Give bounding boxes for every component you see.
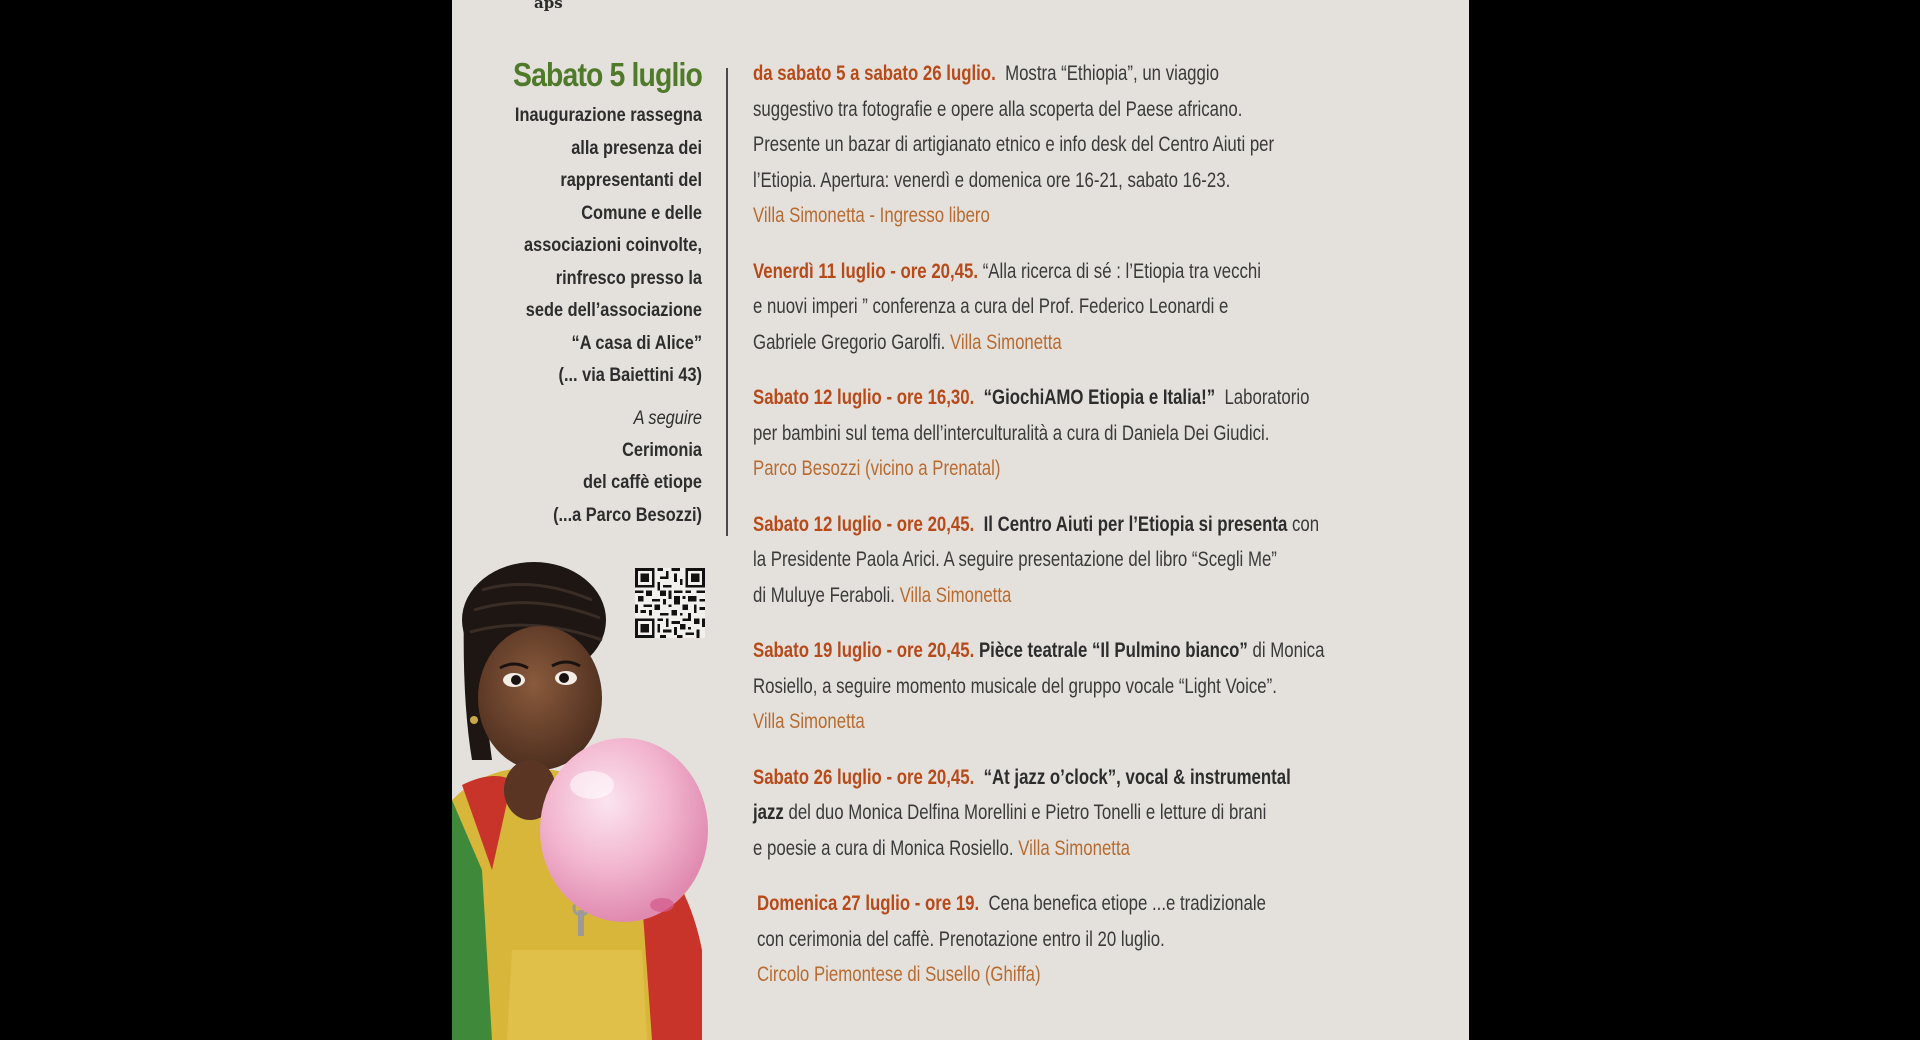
opening-line: “A casa di Alice” xyxy=(571,332,702,354)
event-title: jazz xyxy=(753,801,784,824)
event-text: Rosiello, a seguire momento musicale del gruppo vocale “Light Voice”. xyxy=(753,674,1277,698)
opening-description xyxy=(472,100,702,532)
opening-column xyxy=(472,56,702,532)
poster-header xyxy=(452,0,1469,22)
event-title: “GiochiAMO Etiopia e Italia!” xyxy=(983,386,1216,409)
opening-line: Comune e delle xyxy=(581,202,702,224)
opening-line: rinfresco presso la xyxy=(555,267,702,289)
event-text: per bambini sul tema dell’interculturalità a cura di Daniela Dei Giudici. xyxy=(753,421,1270,445)
event-text: e poesie a cura di Monica Rosiello. xyxy=(753,836,1014,860)
event-text: di Muluye Feraboli. xyxy=(753,583,895,607)
event-item xyxy=(753,254,1453,361)
a-seguire-label: A seguire xyxy=(633,407,702,429)
opening-line: rappresentanti del xyxy=(560,170,702,191)
logo-aps: aps xyxy=(534,0,563,12)
event-text: la Presidente Paola Arici. A seguire presentazione del libro “Scegli Me” xyxy=(753,548,1277,571)
event-date: Venerdì 11 luglio - ore 20,45. xyxy=(753,259,979,283)
ceremony-line: Cerimonia xyxy=(622,439,702,461)
event-date: Domenica 27 luglio - ore 19. xyxy=(757,892,980,915)
opening-line: (... via Baiettini 43) xyxy=(558,365,702,386)
event-item xyxy=(753,760,1453,867)
event-item xyxy=(753,507,1453,614)
opening-date: Sabato 5 luglio xyxy=(513,56,702,93)
event-item xyxy=(753,380,1453,487)
event-date: Sabato 12 luglio - ore 16,30. xyxy=(753,386,975,409)
event-venue: Villa Simonetta xyxy=(1018,836,1130,860)
event-text: del duo Monica Delfina Morellini e Pietro Tonelli e letture di brani xyxy=(788,801,1267,824)
opening-line: associazioni coinvolte, xyxy=(524,235,702,256)
event-date: Sabato 19 luglio - ore 20,45. xyxy=(753,639,975,662)
event-text: Mostra “Ethiopia”, un viaggio xyxy=(1005,62,1219,85)
event-title: Il Centro Aiuti per l’Etiopia si presenta xyxy=(983,512,1288,536)
event-item xyxy=(753,56,1453,234)
ceremony-line: del caffè etiope xyxy=(583,472,702,493)
event-text: con xyxy=(1291,512,1320,536)
event-venue: Circolo Piemontese di Susello (Ghiffa) xyxy=(757,963,1041,986)
event-text: Cena benefica etiope ...e tradizionale xyxy=(988,892,1266,915)
event-text: l’Etiopia. Apertura: venerdì e domenica ore 16-21, sabato 16-23. xyxy=(753,168,1231,192)
child-balloon-photo xyxy=(452,570,752,1040)
event-text: Presente un bazar di artigianato etnico e info desk del Centro Aiuti per xyxy=(753,133,1275,156)
event-date: da sabato 5 a sabato 26 luglio. xyxy=(753,62,996,85)
event-venue: Parco Besozzi (vicino a Prenatal) xyxy=(753,457,1001,480)
ceremony-line: (...a Parco Besozzi) xyxy=(553,504,702,526)
event-text: “Alla ricerca di sé : l’Etiopia tra vecchi xyxy=(982,259,1261,283)
events-list xyxy=(753,56,1453,1013)
event-poster xyxy=(452,0,1469,1040)
event-item xyxy=(757,886,1453,993)
event-date: Sabato 12 luglio - ore 20,45. xyxy=(753,512,975,536)
event-title: Pièce teatrale “Il Pulmino bianco” xyxy=(978,639,1248,662)
poster-title xyxy=(648,0,1167,2)
opening-line: Inaugurazione rassegna xyxy=(514,105,702,126)
event-text: con cerimonia del caffè. Prenotazione entro il 20 luglio. xyxy=(757,927,1165,951)
event-venue: Villa Simonetta xyxy=(950,330,1062,354)
event-item xyxy=(753,633,1453,740)
column-divider xyxy=(726,68,728,536)
event-text: suggestivo tra fotografie e opere alla scoperta del Paese africano. xyxy=(753,97,1243,121)
event-title: “At jazz o’clock”, vocal & instrumental xyxy=(983,765,1291,789)
event-text: e nuovi imperi ” conferenza a cura del Prof. Federico Leonardi e xyxy=(753,295,1229,318)
event-text: Laboratorio xyxy=(1224,386,1310,409)
event-venue: Villa Simonetta xyxy=(753,710,865,733)
event-text: di Monica xyxy=(1252,639,1325,662)
event-venue: Villa Simonetta xyxy=(899,583,1012,607)
event-text: Gabriele Gregorio Garolfi. xyxy=(753,330,946,354)
event-venue: Villa Simonetta - Ingresso libero xyxy=(753,204,990,227)
opening-line: sede dell’associazione xyxy=(525,300,702,321)
opening-line: alla presenza dei xyxy=(571,137,702,159)
event-date: Sabato 26 luglio - ore 20,45. xyxy=(753,765,975,789)
